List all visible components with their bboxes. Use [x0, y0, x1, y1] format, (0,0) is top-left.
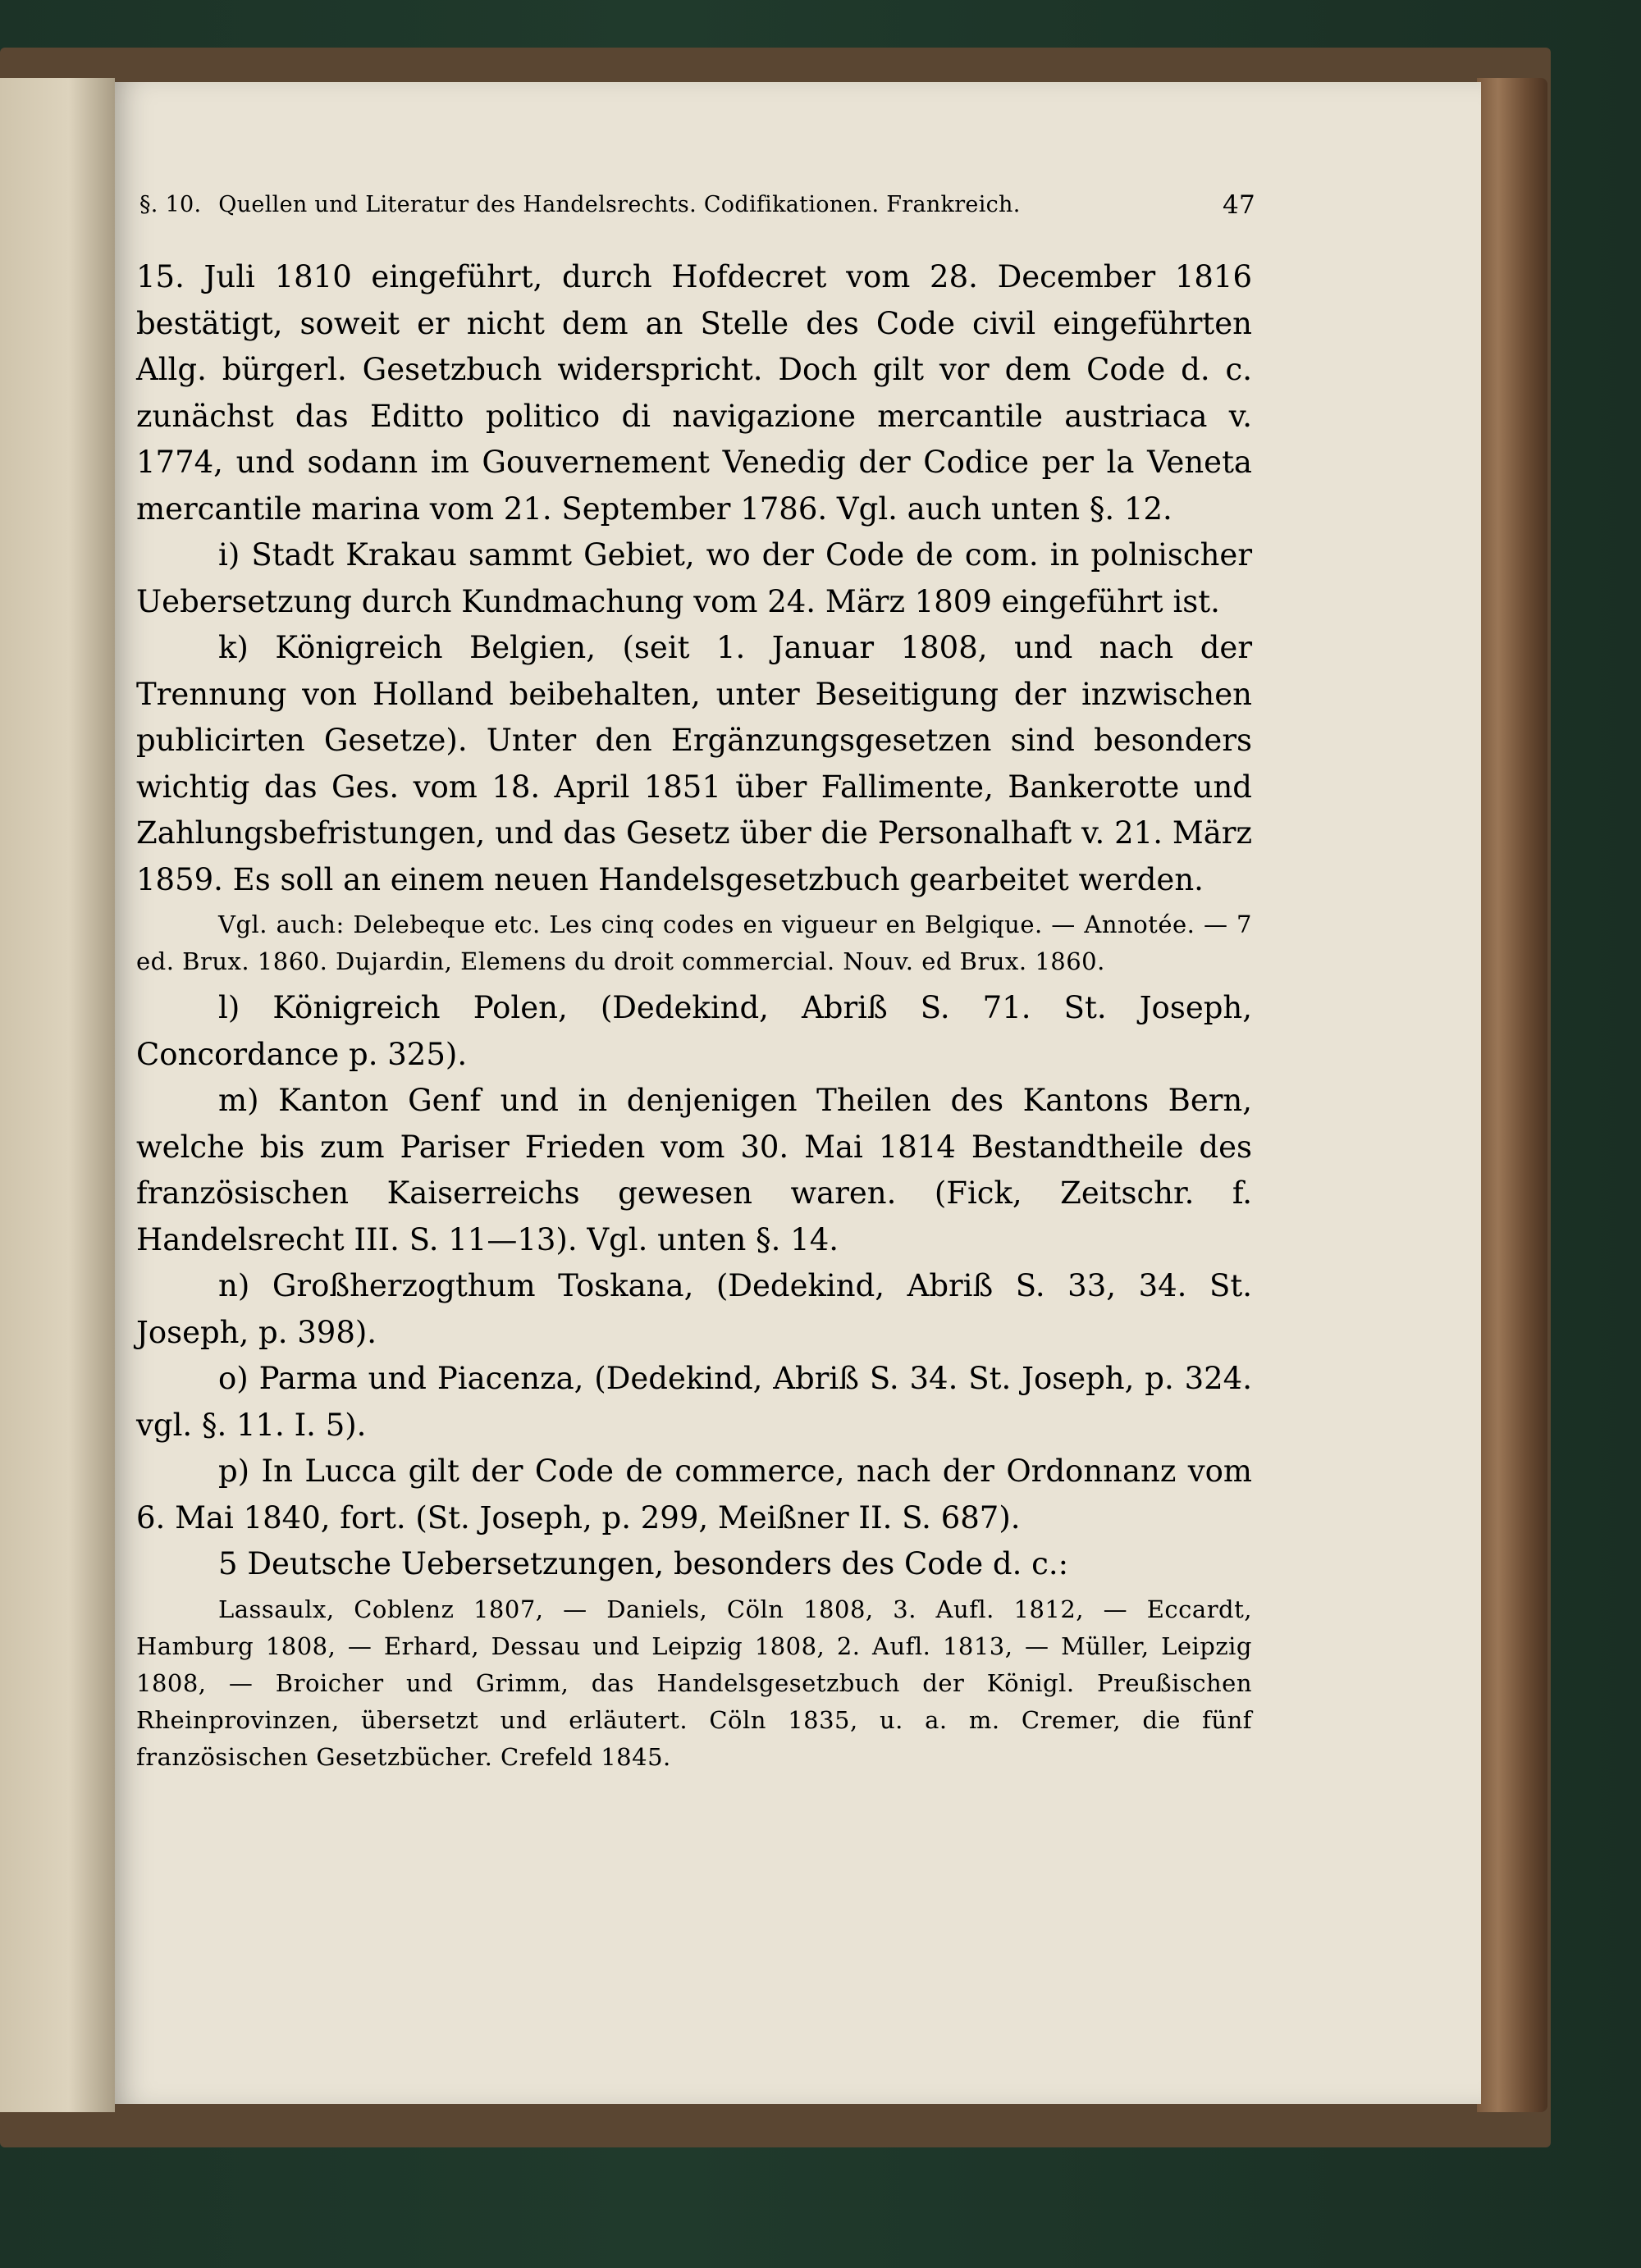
paragraph-i [136, 532, 1252, 625]
paragraph-text: Königreich Polen, (Dedekind, Abriß S. 71. St. Joseph, Concordance p. 325). [136, 990, 1252, 1072]
footnote-translations: Lassaulx, Coblenz 1807, — Daniels, Cöln 1808, 3. Aufl. 1812, — Eccardt, Hamburg 1808, — Erhard, Dessau und Leipzig 1808, 2. Aufl. 1813, — Müller, Leipzig 1808, — Broicher und Grimm, das Handelsgesetzbuch der Königl. Preußischen Rheinprovinzen, übersetzt und erläutert. Cöln 1835, u. a. m. Cremer, die fünf französischen Gesetzbücher. Crefeld 1845. [136, 1595, 1252, 1771]
paragraph-5 [136, 1541, 1252, 1588]
item-label: m) [218, 1083, 259, 1118]
left-page-edge [0, 78, 115, 2112]
paragraph-l [136, 985, 1252, 1078]
item-label: l) [218, 990, 240, 1025]
paragraph-text: Großherzogthum Toskana, (Dedekind, Abriß S. 33, 34. St. Joseph, p. 398). [136, 1268, 1252, 1350]
section-number: §. 10. [139, 192, 202, 217]
paragraph-m [136, 1078, 1252, 1263]
running-header [139, 189, 1255, 221]
item-label: n) [218, 1268, 250, 1303]
paragraph-p [136, 1449, 1252, 1541]
paragraph-text: Deutsche Uebersetzungen, besonders des Code d. c.: [247, 1546, 1069, 1581]
paragraph-text: Königreich Belgien, (seit 1. Januar 1808, und nach der Trennung von Holland beibehalten, unter Beseitigung der inzwischen publicirten Gesetze). Unter den Ergänzungsgesetzen sind besonders wichtig das Ges. vom 18. April 1851 über Fallimente, Bankerotte und Zahlungsbefristungen, und das Gesetz über die Personalhaft v. 21. März 1859. Es soll an einem neuen Handelsgesetzbuch gearbeitet werden. [136, 630, 1253, 897]
item-label: 5 [218, 1546, 238, 1581]
paragraph-text: Kanton Genf und in denjenigen Theilen des Kantons Bern, welche bis zum Pariser Frieden vom 30. Mai 1814 Bestandtheile des französischen Kaiserreichs gewesen waren. (Fick, Zeitschr. f. Handelsrecht III. S. 11—13). Vgl. unten §. 14. [136, 1083, 1252, 1257]
item-label: o) [218, 1361, 249, 1396]
paragraph-text: Parma und Piacenza, (Dedekind, Abriß S. 34. St. Joseph, p. 324. vgl. §. 11. I. 5). [136, 1361, 1252, 1443]
header-title: Quellen und Literatur des Handelsrechts. Codifikationen. Frankreich. [218, 192, 1021, 217]
page-number: 47 [1222, 190, 1255, 220]
paragraph-text: Stadt Krakau sammt Gebiet, wo der Code de com. in polnischer Uebersetzung durch Kundmachung vom 24. März 1809 eingeführt ist. [136, 537, 1253, 619]
item-label: i) [218, 537, 240, 573]
paragraph-text: In Lucca gilt der Code de commerce, nach der Ordonnanz vom 6. Mai 1840, fort. (St. Joseph, p. 299, Meißner II. S. 687). [136, 1453, 1253, 1536]
item-label: k) [218, 630, 249, 665]
paragraph-o [136, 1356, 1252, 1449]
paragraph-k [136, 625, 1252, 903]
item-label: p) [218, 1453, 250, 1489]
footnote-belgium: Vgl. auch: Delebeque etc. Les cinq codes en vigueur en Belgique. — Annotée. — 7 ed. Brux. 1860. Dujardin, Elemens du droit commercial. Nouv. ed Brux. 1860. [136, 910, 1252, 975]
page-body [136, 254, 1252, 1781]
paragraph-n [136, 1263, 1252, 1356]
paragraph: 15. Juli 1810 eingeführt, durch Hofdecret vom 28. December 1816 bestätigt, soweit er nicht dem an Stelle des Code civil eingeführten Allg. bürgerl. Gesetzbuch widerspricht. Doch gilt vor dem Code d. c. zunächst das Editto politico di navigazione mercantile austriaca v. 1774, und sodann im Gouvernement Venedig der Codice per la Veneta mercantile marina vom 21. September 1786. Vgl. auch unten §. 12. [136, 259, 1252, 527]
book-page-edges [1477, 78, 1547, 2112]
